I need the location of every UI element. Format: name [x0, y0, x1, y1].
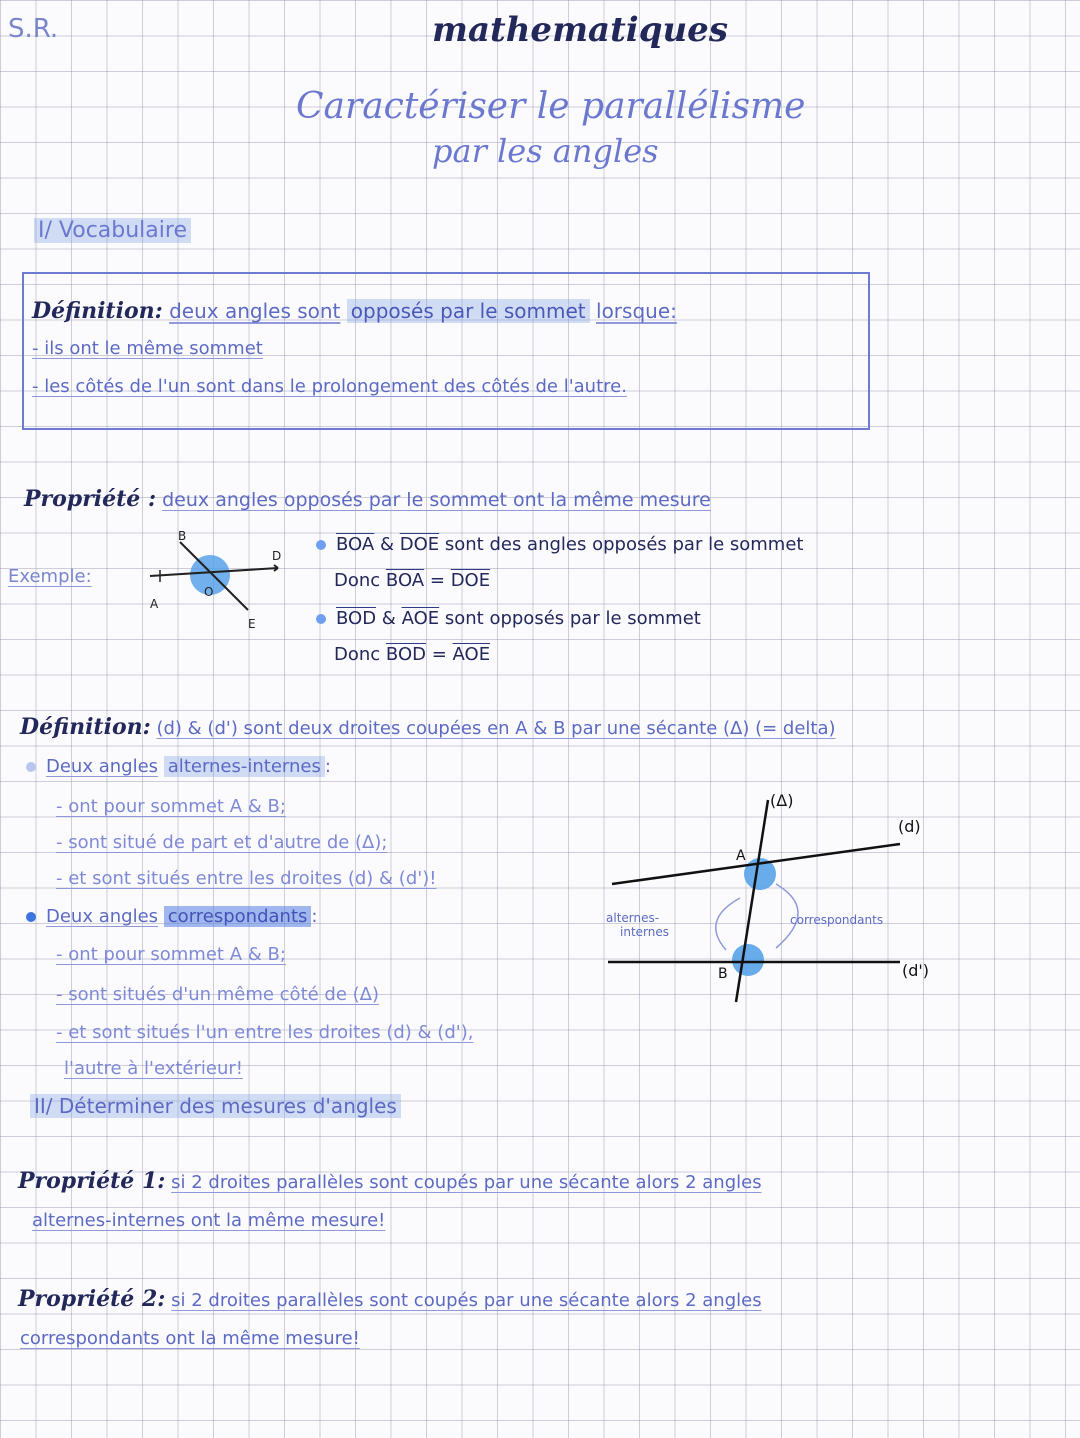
definition2-text: (d) & (d') sont deux droites coupées en A & B par une sécante (Δ) (= delta)	[156, 718, 836, 739]
label-alternes-1: alternes-	[606, 911, 660, 925]
example-label: Exemple:	[8, 566, 92, 587]
point-e: E	[248, 617, 256, 631]
correspondants-item-4: l'autre à l'extérieur!	[64, 1058, 243, 1079]
donc-label: Donc	[334, 644, 381, 665]
correspondants-intro-text: Deux angles	[46, 906, 159, 927]
correspondants-item-2: - sont situés d'un même côté de (Δ)	[56, 984, 380, 1005]
bullet-icon	[316, 614, 326, 624]
alternes-item-2: - sont situé de part et d'autre de (Δ);	[56, 832, 388, 853]
alternes-item-3: - et sont situés entre les droites (d) & (d')!	[56, 868, 437, 889]
definition1-text-a: deux angles sont	[169, 299, 341, 323]
correspondants-intro	[26, 906, 317, 927]
angle-aoe-2: $\overline{AOE}$	[452, 644, 491, 665]
label-d: (d)	[898, 817, 921, 836]
label-alternes-2: internes	[620, 925, 669, 939]
example-line1	[316, 534, 803, 555]
definition1-line1	[32, 298, 677, 324]
property2-label: Propriété 2:	[18, 1286, 166, 1312]
angle-aoe: $\overline{AOE}$	[401, 608, 440, 629]
page-title-line2: par les angles	[432, 132, 659, 170]
page-title-line1: Caractériser le parallélisme	[296, 86, 806, 127]
property0-text: deux angles opposés par le sommet ont la même mesure	[162, 489, 711, 511]
angle-doe-2: $\overline{DOE}$	[450, 570, 491, 591]
correspondants-item-1: - ont pour sommet A & B;	[56, 944, 286, 965]
author-initials: S.R.	[8, 14, 59, 44]
correspondants-highlight: correspondants	[164, 906, 312, 927]
property0-line	[24, 486, 711, 512]
property2-text2: correspondants ont la même mesure!	[20, 1328, 360, 1349]
property1-text1: si 2 droites parallèles sont coupés par une sécante alors 2 angles	[171, 1172, 762, 1193]
angle-boa: $\overline{BOA}$	[336, 534, 375, 555]
example-line3-text: sont opposés par le sommet	[444, 608, 701, 629]
alternes-internes-highlight: alternes-internes	[164, 756, 325, 777]
label-b: B	[718, 966, 728, 982]
property1-text2: alternes-internes ont la même mesure!	[32, 1210, 386, 1231]
point-o: O	[204, 585, 214, 599]
equals: =	[429, 570, 445, 591]
example-figure	[140, 520, 290, 650]
bullet-icon	[26, 762, 36, 772]
definition1-item2: - les côtés de l'un sont dans le prolongement des côtés de l'autre.	[32, 376, 627, 397]
ampersand: &	[379, 534, 394, 555]
correspondants-colon: :	[311, 906, 318, 927]
arrow-alternes	[716, 898, 740, 950]
secant-figure	[600, 780, 940, 1020]
label-a: A	[736, 848, 746, 864]
definition1-text-b: lorsque:	[596, 299, 677, 323]
alternes-intro-text: Deux angles	[46, 756, 159, 777]
angle-b-highlight	[732, 944, 764, 976]
angle-doe: $\overline{DOE}$	[399, 534, 440, 555]
correspondants-item-3: - et sont situés l'un entre les droites (d) & (d'),	[56, 1022, 474, 1043]
point-a: A	[150, 597, 159, 611]
property1-line1	[18, 1168, 762, 1194]
definition2-line	[20, 714, 836, 740]
label-correspondants: correspondants	[790, 913, 884, 927]
example-line4	[334, 644, 490, 665]
angle-boa-2: $\overline{BOA}$	[385, 570, 425, 591]
property1-label: Propriété 1:	[18, 1168, 166, 1194]
definition1-label: Définition:	[32, 298, 163, 324]
label-dprime: (d')	[902, 961, 930, 980]
equals: =	[431, 644, 447, 665]
example-line1-text: sont des angles opposés par le sommet	[444, 534, 804, 555]
section1-heading: I/ Vocabulaire	[34, 218, 191, 243]
angle-bod: $\overline{BOD}$	[336, 608, 377, 629]
angle-bod-2: $\overline{BOD}$	[385, 644, 426, 665]
definition2-label: Définition:	[20, 714, 151, 740]
example-line3	[316, 608, 701, 629]
bullet-icon	[316, 540, 326, 550]
ampersand: &	[381, 608, 396, 629]
property2-text1: si 2 droites parallèles sont coupés par une sécante alors 2 angles	[171, 1290, 762, 1311]
example-line2	[334, 570, 490, 591]
section2-heading: II/ Déterminer des mesures d'angles	[30, 1094, 401, 1118]
alternes-item-1: - ont pour sommet A & B;	[56, 796, 286, 817]
label-delta: (Δ)	[770, 791, 794, 810]
property0-label: Propriété :	[24, 486, 157, 512]
donc-label: Donc	[334, 570, 381, 591]
alternes-colon: :	[324, 756, 331, 777]
property2-line1	[18, 1286, 762, 1312]
definition1-highlight: opposés par le sommet	[347, 299, 590, 323]
point-b: B	[178, 529, 187, 543]
point-d: D	[272, 549, 282, 563]
bullet-icon	[26, 912, 36, 922]
alternes-intro	[26, 756, 331, 777]
subject-title: mathematiques	[432, 10, 728, 50]
definition1-item1: - ils ont le même sommet	[32, 338, 263, 359]
